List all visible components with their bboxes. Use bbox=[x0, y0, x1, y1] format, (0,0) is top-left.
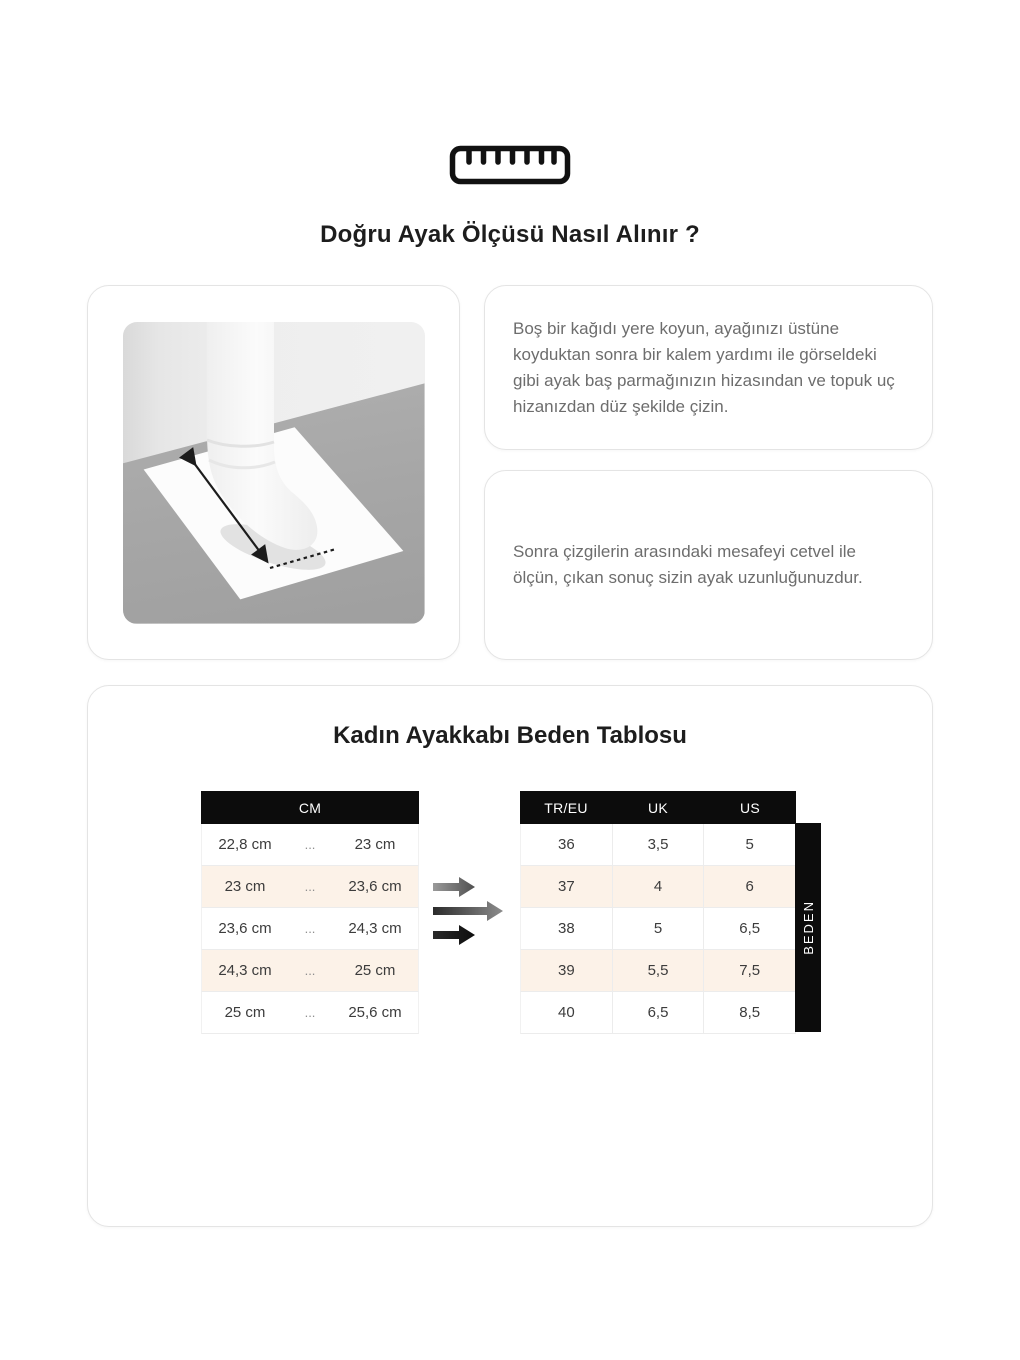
size-section-title: Kadın Ayakkabı Beden Tablosu bbox=[333, 722, 687, 749]
size-us: 7,5 bbox=[739, 962, 761, 979]
size-tr-eu: 38 bbox=[521, 908, 613, 949]
cm-table-row bbox=[201, 824, 419, 866]
size-tr-eu: 39 bbox=[521, 950, 613, 991]
range-dots: ... bbox=[304, 837, 316, 852]
range-dots: ... bbox=[304, 1005, 316, 1020]
cm-header-label: CM bbox=[298, 799, 322, 816]
convert-arrows-icon bbox=[431, 876, 509, 951]
size-uk: 3,5 bbox=[613, 824, 705, 865]
page-title: Doğru Ayak Ölçüsü Nasıl Alınır ? bbox=[320, 221, 700, 248]
range-dots: ... bbox=[304, 879, 316, 894]
size-uk: 6,5 bbox=[613, 992, 705, 1033]
instruction-card-2 bbox=[484, 470, 933, 660]
cm-from: 23 cm bbox=[224, 878, 266, 895]
header-us: US bbox=[739, 799, 761, 816]
instruction-step-2: Sonra çizgilerin arasındaki mesafeyi cetvel ile ölçün, çıkan sonuç sizin ayak uzunluğunuzdur. bbox=[513, 542, 863, 587]
size-uk: 5 bbox=[613, 908, 705, 949]
cm-to: 23 cm bbox=[354, 836, 396, 853]
size-tr-eu: 37 bbox=[521, 866, 613, 907]
ruler-icon bbox=[0, 145, 1020, 185]
size-conversion-table bbox=[520, 791, 796, 1034]
size-us: 5 bbox=[745, 836, 754, 853]
size-tr-eu: 36 bbox=[521, 824, 613, 865]
range-dots: ... bbox=[304, 963, 316, 978]
cm-table-row bbox=[201, 908, 419, 950]
header-tr-eu: TR/EU bbox=[544, 799, 588, 816]
cm-table-row bbox=[201, 866, 419, 908]
cm-table-header bbox=[201, 791, 419, 824]
cm-to: 25,6 cm bbox=[348, 1004, 402, 1021]
cm-from: 24,3 cm bbox=[218, 962, 272, 979]
cm-to: 24,3 cm bbox=[348, 920, 402, 937]
cm-table bbox=[201, 791, 419, 1034]
cm-from: 22,8 cm bbox=[218, 836, 272, 853]
size-table-row bbox=[520, 908, 796, 950]
size-table-row bbox=[520, 824, 796, 866]
foot-measure-image-card bbox=[87, 285, 460, 660]
size-us: 8,5 bbox=[739, 1004, 761, 1021]
beden-side-label bbox=[795, 823, 821, 1032]
size-table-header bbox=[520, 791, 796, 824]
cm-table-row bbox=[201, 950, 419, 992]
header-uk: UK bbox=[647, 799, 669, 816]
range-dots: ... bbox=[304, 921, 316, 936]
cm-to: 23,6 cm bbox=[348, 878, 402, 895]
foot-measure-photo bbox=[123, 322, 425, 624]
size-us: 6,5 bbox=[739, 920, 761, 937]
size-table-card bbox=[87, 685, 933, 1227]
howto-section bbox=[87, 285, 933, 660]
cm-from: 23,6 cm bbox=[218, 920, 272, 937]
instruction-step-1: Boş bir kağıdı yere koyun, ayağınızı üstüne koyduktan sonra bir kalem yardımı ile görseldeki gibi ayak baş parmağınızın hizasından ve topuk uç hizanızdan düz şekilde çizin. bbox=[513, 318, 895, 416]
size-uk: 5,5 bbox=[613, 950, 705, 991]
size-table-row bbox=[520, 866, 796, 908]
size-us: 6 bbox=[745, 878, 754, 895]
cm-from: 25 cm bbox=[224, 1004, 266, 1021]
size-uk: 4 bbox=[613, 866, 705, 907]
howto-instructions-column bbox=[484, 285, 933, 660]
beden-label-text: BEDEN bbox=[800, 900, 816, 955]
size-table-row bbox=[520, 950, 796, 992]
cm-table-row bbox=[201, 992, 419, 1034]
foot-and-arrow-illustration bbox=[123, 322, 425, 624]
cm-to: 25 cm bbox=[354, 962, 396, 979]
instruction-card-1 bbox=[484, 285, 933, 450]
size-tr-eu: 40 bbox=[521, 992, 613, 1033]
size-table-row bbox=[520, 992, 796, 1034]
